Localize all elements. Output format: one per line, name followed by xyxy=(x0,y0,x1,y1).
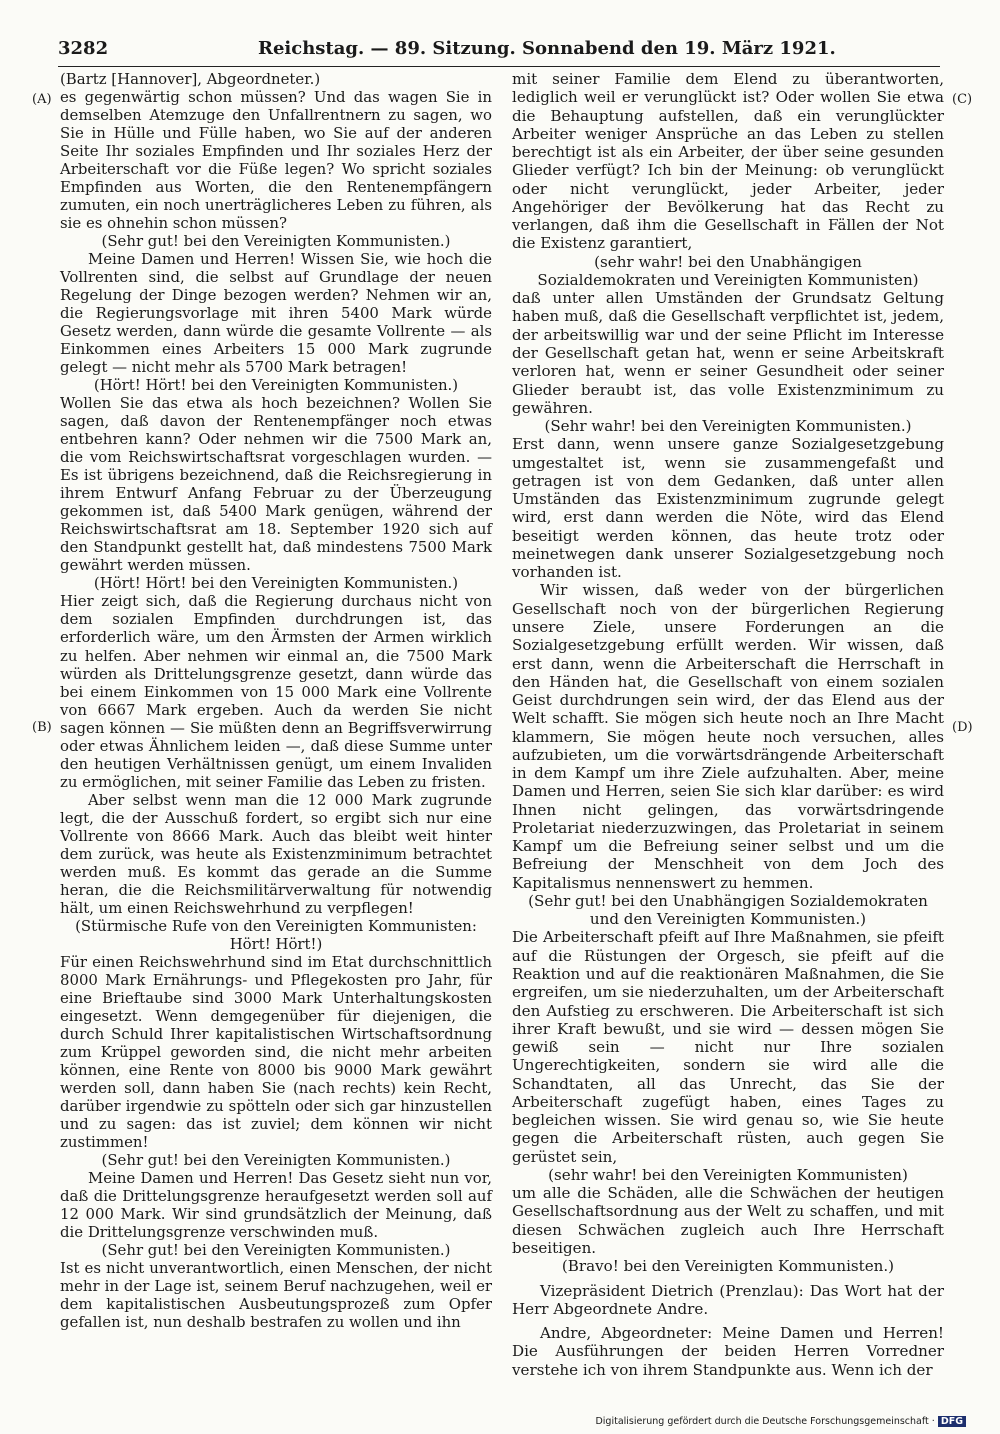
margin-mark-b: (B) xyxy=(32,720,52,735)
interjection: (Hört! Hört! bei den Vereinigten Kommunisten.) xyxy=(93,376,459,395)
interjection: (sehr wahr! bei den Unabhängigen Sozialdemokraten und Vereinigten Kommunisten) xyxy=(537,252,919,289)
paragraph: Für einen Reichswehrhund sind im Etat durchschnittlich 8000 Mark Ernährungs- und Pflegekosten pro Jahr, für eine Brieftaube sind 3000 Mark Unterhaltungskosten eingesetzt. Wenn demgegenüber für diejenigen, die durch Schuld Ihrer kapitalistischen Wirtschaftsordnung zum Krüppel geworden sind, die nicht mehr arbeiten können, eine Rente von 8000 bis 9000 Mark gewährt werden soll, dann haben Sie (nach rechts) kein Recht, darüber irgendwie zu spötteln oder sich gar hinzustellen und zu sagen: das ist zuviel; dem können wir nicht zustimmen! xyxy=(60,952,492,1151)
interjection: (Sehr gut! bei den Vereinigten Kommunisten.) xyxy=(101,1150,451,1169)
paragraph: Vizepräsident Dietrich (Prenzlau): Das Wort hat der Herr Abgeordnete Andre. xyxy=(512,1281,944,1318)
right-column xyxy=(512,70,944,1379)
footer xyxy=(595,1416,966,1427)
margin-mark-c: (C) xyxy=(952,92,973,107)
footer-text: Digitalisierung gefördert durch die Deutsche Forschungsgemeinschaft · xyxy=(595,1416,935,1427)
interjection: (Sehr gut! bei den Vereinigten Kommunisten.) xyxy=(101,232,451,251)
paragraph: Aber selbst wenn man die 12 000 Mark zugrunde legt, die der Ausschuß fordert, so ergibt sich nur eine Vollrente von 8666 Mark. Auch das bleibt weit hinter dem zurück, was heute als Existenzminimum betrachtet werden muß. Es kommt das gerade an die Summe heran, die die Reichsmilitärverwaltung für notwendig hält, um einen Reichswehrhund zu verpflegen! xyxy=(60,790,492,917)
paragraph: Die Arbeiterschaft pfeift auf Ihre Maßnahmen, sie pfeift auf die Rüstungen der Orgesch, sie pfeift auf die Reaktion und auf die reaktionären Maßnahmen, die Sie ergreifen, um sie niederzuhalten, um der Arbeiterschaft den Aufstieg zu erschweren. Die Arbeiterschaft ist sich ihrer Kraft bewußt, und sie wird — dessen mögen Sie gewiß sein — nicht nur Ihre sozialen Ungerechtigkeiten, sondern sie wird alle die Schandtaten, all das Unrecht, das Sie der Arbeiterschaft zugefügt haben, eines Tages zu begleichen wissen. Sie wird genau so, wie Sie heute gegen die Arbeiterschaft rüsten, auch gegen Sie gerüstet sein, xyxy=(512,928,944,1166)
left-column xyxy=(60,70,492,1331)
paragraph: Meine Damen und Herren! Das Gesetz sieht nun vor, daß die Drittelungsgrenze heraufgesetzt werden soll auf 12 000 Mark. Wir sind grundsätzlich der Meinung, daß die Drittelungsgrenze verschwinden muß. xyxy=(60,1168,492,1241)
interjection: (Stürmische Rufe von den Vereinigten Kommunisten: Hört! Hört!) xyxy=(75,916,477,953)
header-rule xyxy=(58,66,940,67)
paragraph: es gegenwärtig schon müssen? Und das wagen Sie in demselben Atemzuge den Unfallrentnern zu sagen, wo Sie in Hülle und Fülle haben, wo Sie auf der anderen Seite Ihr soziales Empfinden und Ihr soziales Herz der Arbeiterschaft vor die Füße legen? Wo spricht soziales Empfinden aus Worten, die den Rentenempfängern zumuten, ein noch unerträglicheres Leben zu führen, als sie es ohnehin schon müssen? xyxy=(60,88,492,233)
margin-mark-a: (A) xyxy=(32,92,52,107)
interjection: (Sehr gut! bei den Unabhängigen Sozialdemokraten und den Vereinigten Kommunisten.) xyxy=(528,891,928,929)
paragraph: Wir wissen, daß weder von der bürgerlichen Gesellschaft noch von der bürgerlichen Regierung unsere Ziele, unsere Forderungen an die Sozialgesetzgebung erfüllt werden. Wir wissen, daß erst dann, wenn die Arbeiterschaft die Herrschaft in den Händen hat, die Gesellschaft von einem sozialen Geist durchdrungen sein wird, der das Elend aus der Welt schafft. Sie mögen sich heute noch an Ihre Macht klammern, Sie mögen heute noch versuchen, alles aufzubieten, um die vorwärtsdrängende Arbeiterschaft in dem Kampf um ihre Ziele aufzuhalten. Aber, meine Damen und Herren, seien Sie sich klar darüber: es wird Ihnen nicht gelingen, das vorwärtsdringende Proletariat niederzuzwingen, das Proletariat in seinem Kampf um die Befreiung seiner selbst und um die Befreiung der Menschheit von dem Joch des Kapitalismus nennenswert zu hemmen. xyxy=(512,581,944,892)
margin-mark-d: (D) xyxy=(952,720,973,735)
interjection: (Hört! Hört! bei den Vereinigten Kommunisten.) xyxy=(93,574,459,593)
paragraph: Wollen Sie das etwa als hoch bezeichnen? Wollen Sie sagen, daß davon der Rentenempfänger noch etwas entbehren kann? Oder nehmen wir die 7500 Mark an, die vom Reichswirtschaftsrat vorgeschlagen wurden. — Es ist übrigens bezeichnend, daß die Reichsregierung in ihrem Entwurf Anfang Februar zu der Überzeugung gekommen ist, daß 5400 Mark genügen, während der Reichswirtschaftsrat am 18. September 1920 sich auf den Standpunkt gestellt hat, daß mindestens 7500 Mark gewährt werden müssen. xyxy=(60,394,492,575)
paragraph: Andre, Abgeordneter: Meine Damen und Herren! Die Ausführungen der beiden Herren Vorredner verstehe ich von ihrem Standpunkte aus. Wenn ich der xyxy=(512,1324,944,1379)
interjection: (Sehr gut! bei den Vereinigten Kommunisten.) xyxy=(101,1241,451,1260)
interjection: (sehr wahr! bei den Vereinigten Kommunisten) xyxy=(548,1165,908,1184)
page-number: 3282 xyxy=(58,38,109,59)
paragraph: Meine Damen und Herren! Wissen Sie, wie hoch die Vollrenten sind, die selbst auf Grundlage der neuen Regelung der Dinge bezogen werden? Nehmen wir an, die Regierungsvorlage mit ihren 5400 Mark würde Gesetz werden, dann würde die gesamte Vollrente — als Einkommen eines Arbeiters 15 000 Mark zugrunde gelegt — nicht mehr als 5700 Mark betragen! xyxy=(60,250,492,377)
paragraph: (Bartz [Hannover], Abgeordneter.) xyxy=(60,70,321,88)
paragraph: um alle die Schäden, alle die Schwächen der heutigen Gesellschaftsordnung aus der Welt zu schaffen, und mit diesen Schwächen zugleich auch Ihre Herrschaft beseitigen. xyxy=(512,1184,944,1257)
interjection: (Bravo! bei den Vereinigten Kommunisten.) xyxy=(561,1257,895,1276)
paragraph: Ist es nicht unverantwortlich, einen Menschen, der nicht mehr in der Lage ist, seinem Beruf nachzugehen, weil er dem kapitalistischen Ausbeutungsprozeß zum Opfer gefallen ist, nun deshalb bestrafen zu wollen und ihn xyxy=(60,1259,492,1332)
paragraph: mit seiner Familie dem Elend zu überantworten, lediglich weil er verunglückt ist? Oder wollen Sie etwa die Behauptung aufstellen, daß ein verunglückter Arbeiter weniger Ansprüche an das Leben zu stellen berechtigt ist als ein Arbeiter, der über seine gesunden Glieder verfügt? Ich bin der Meinung: ob verunglückt oder nicht verunglückt, jeder Arbeiter, jeder Angehöriger der Bevölkerung hat das Recht zu verlangen, daß ihm die Gesellschaft in Fällen der Not die Existenz garantiert, xyxy=(512,70,944,253)
paragraph: Hier zeigt sich, daß die Regierung durchaus nicht von dem sozialen Empfinden durchdrungen ist, das erforderlich wäre, um den Ärmsten der Armen wirklich zu helfen. Aber nehmen wir einmal an, die 7500 Mark würden als Drittelungsgrenze gesetzt, dann würde das bei einem Einkommen von 15 000 Mark eine Vollrente von 6667 Mark ergeben. Auch da werden Sie nicht sagen können — Sie müßten denn an Begriffsverwirrung oder etwas Ähnlichem leiden —, daß diese Summe unter den heutigen Verhältnissen genügt, um einem Invaliden zu ermöglichen, mit seiner Familie das Leben zu fristen. xyxy=(60,592,492,791)
paragraph: daß unter allen Umständen der Grundsatz Geltung haben muß, daß die Gesellschaft verpflichtet ist, jedem, der arbeitswillig war und der seine Pflicht im Interesse der Gesellschaft getan hat, wenn er seine Arbeitskraft verloren hat, wenn er seiner Gesundheit oder seiner Glieder beraubt ist, das volle Existenzminimum zu gewähren. xyxy=(512,289,944,417)
interjection: (Sehr wahr! bei den Vereinigten Kommunisten.) xyxy=(544,417,912,436)
page-header xyxy=(58,38,940,64)
dfg-logo: DFG xyxy=(938,1416,966,1427)
paragraph: Erst dann, wenn unsere ganze Sozialgesetzgebung umgestaltet ist, wenn sie zusammengefaßt und getragen ist von dem Gedanken, daß unter allen Umständen das Existenzminimum zugrunde gelegt wird, erst dann werden die Nöte, wird das Elend beseitigt werden können, das heute trotz oder meinetwegen dank unserer Sozialgesetzgebung noch vorhanden ist. xyxy=(512,435,944,582)
running-title: Reichstag. — 89. Sitzung. Sonnabend den 19. März 1921. xyxy=(258,38,836,59)
